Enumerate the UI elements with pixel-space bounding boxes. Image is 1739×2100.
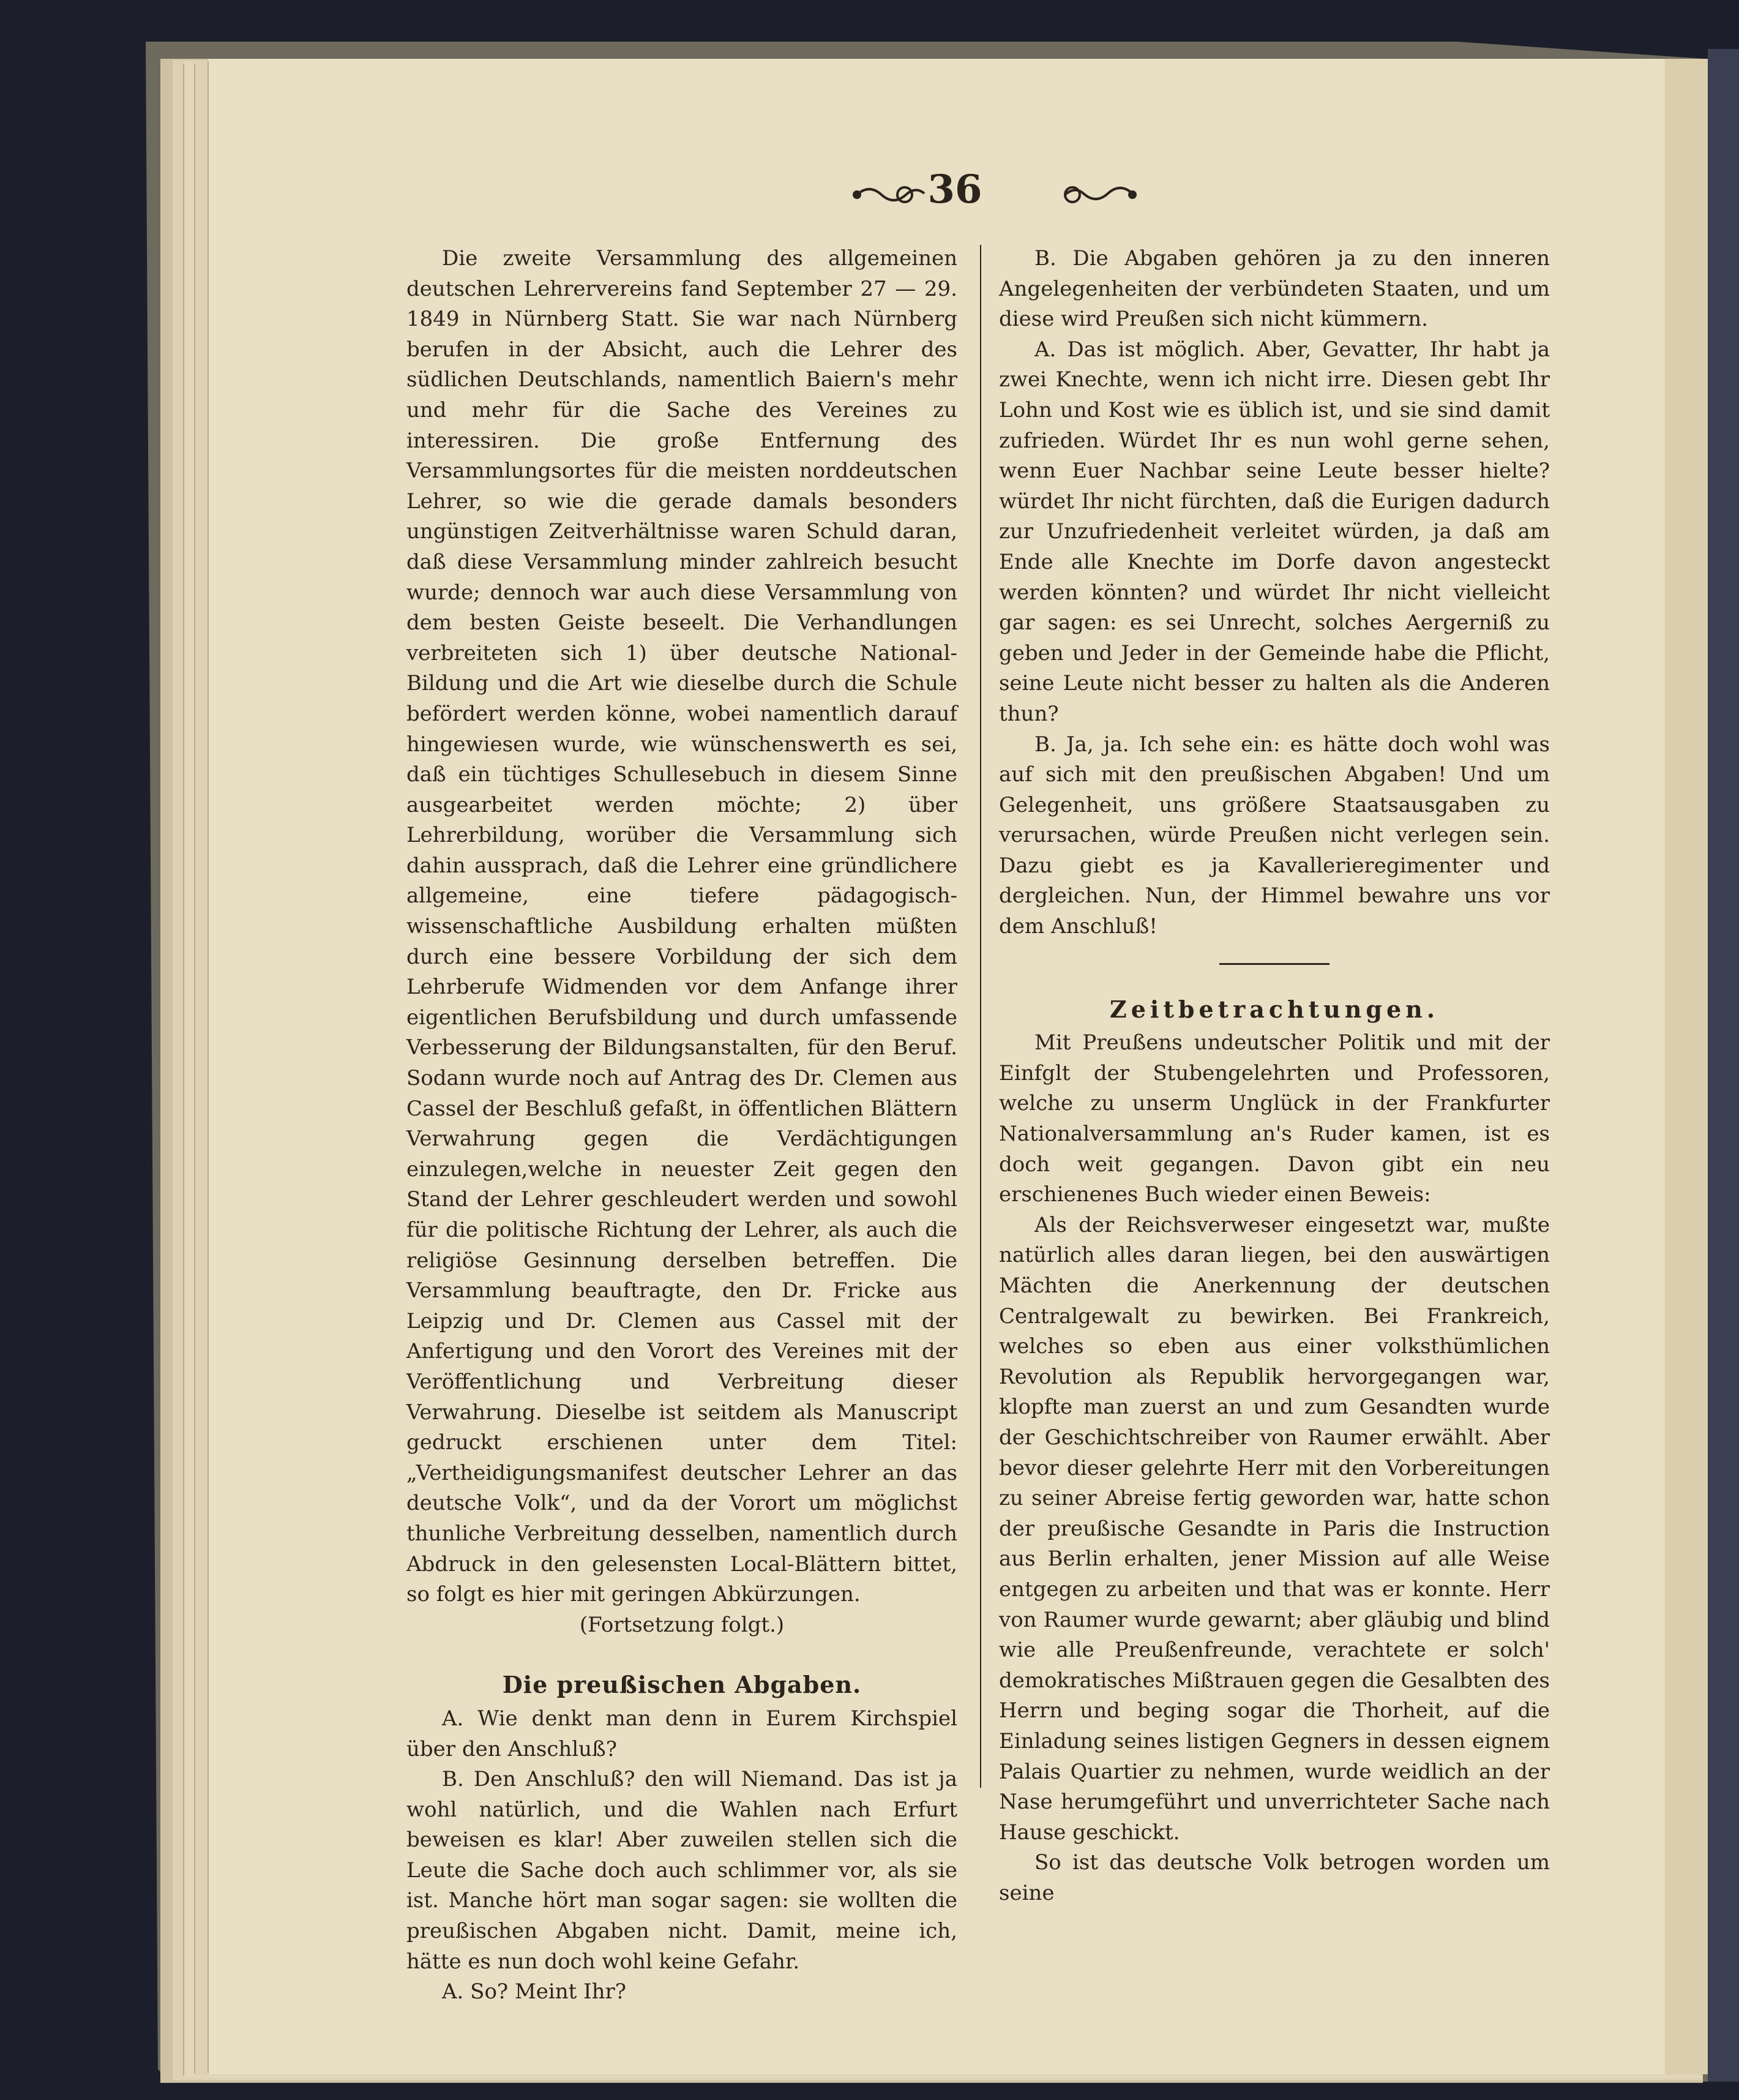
page-number: 36 [927,167,982,212]
dialogue-line: B. Die Abgaben gehören ja zu den inneren Angelegenheiten der verbündeten Staaten, und um diese wird Preußen sich nicht kümmern. [999,246,1550,332]
article-paragraph: Die zweite Versammlung des allgemeinen deutschen Lehrervereins fand September 27 — 29. 1849 in Nürnberg Statt. Sie war nach Nürnberg berufen in der Absicht, auch die Lehrer des südlichen Deutschlands, namentlich Baiern's mehr und mehr für die Sache des Vereines zu interessiren. Die große Entfernung des Versammlungsortes für die meisten norddeutschen Lehrer, so wie die gerade damals besonders ungünstigen Zeitverhältnisse waren Schuld daran, daß diese Versammlung minder zahlreich besucht wurde; dennoch war auch diese Versammlung von dem besten Geiste beseelt. Die Verhandlungen verbreiteten sich 1) über deutsche National-Bildung und die Art wie dieselbe durch die Schule befördert werden könne, wobei namentlich darauf hingewiesen wurde, wie wünschenswerth es sei, daß ein tüchtiges Schullesebuch in diesem Sinne ausgearbeitet werden möchte; 2) über Lehrerbildung, worüber die Versammlung sich dahin aussprach, daß die Lehrer eine gründlichere allgemeine, eine tiefere pädagogisch-wissenschaftliche Ausbildung erhalten müßten durch eine bessere Vorbildung der sich dem Lehrberufe Widmenden vor dem Anfange ihrer eigentlichen Berufsbildung und durch umfassende Verbesserung der Bildungsanstalten, für den Beruf. Sodann wurde noch auf Antrag des Dr. Clemen aus Cassel der Beschluß gefaßt, in öffentlichen Blättern Verwahrung gegen die Verdächtigungen einzulegen,welche in neuester Zeit gegen den Stand der Lehrer geschleudert werden und sowohl für die politische Richtung der Lehrer, als auch die religiöse Gesinnung derselben betreffen. Die Versammlung beauftragte, den Dr. Fricke aus Leipzig und Dr. Clemen aus Cassel mit der Anfertigung und den Vorort des Vereines mit der Veröffentlichung und Verbreitung dieser Verwahrung. Dieselbe ist seitdem als Manuscript gedruckt erschienen unter dem Titel: „Vertheidigungsmanifest deutscher Lehrer an das deutsche Volk“, und da der Vorort um möglichst thunliche Verbreitung desselben, namentlich durch Abdruck in den gelesensten Local-Blättern bittet, so folgt es hier mit geringen Abkürzungen. [406,246,957,1607]
section-divider-rule [1219,963,1329,965]
article-paragraph: So ist das deutsche Volk betrogen worden um seine [999,1850,1550,1905]
dialogue-line: A. So? Meint Ihr? [442,1979,626,2004]
page-gutter-shadow [1665,59,1708,2074]
left-column [406,244,957,2008]
cover-edge-right [1708,49,1739,2082]
article-paragraph: Als der Reichsverweser eingesetzt war, mußte natürlich alles daran liegen, bei den auswärtigen Mächten die Anerkennung der deutschen Centralgewalt zu bewirken. Bei Frankreich, welches so eben aus einer volksthümlichen Revolution als Republik hervorgegangen war, klopfte man zuerst an und zum Gesandten wurde der Geschichtschreiber von Raumer erwählt. Aber bevor dieser gelehrte Herr mit den Vorbereitungen zu seiner Abreise fertig geworden war, hatte schon der preußische Gesandte in Paris die Instruction aus Berlin erhalten, jener Mission auf alle Weise entgegen zu arbeiten und that was er konnte. Herr von Raumer wurde gewarnt; aber gläubig und blind wie alle Preußenfreunde, verachtete er solch' demokratisches Mißtrauen gegen die Gesalbten des Herrn und beging sogar die Thorheit, auf die Einladung seines listigen Gegners in dessen eignem Palais Quartier zu nehmen, wurde weidlich an der Nase herumgeführt und unverrichteter Sache nach Hause geschickt. [999,1212,1550,1845]
dialogue-line: B. Ja, ja. Ich sehe ein: es hätte doch wohl was auf sich mit den preußischen Abgaben! Und um Gelegenheit, uns größere Staatsausgaben zu verursachen, würde Preußen nicht verlegen sein. Dazu giebt es ja Kavallerieregimenter und dergleichen. Nun, der Himmel bewahre uns vor dem Anschluß! [999,732,1550,939]
continuation-note: (Fortsetzung folgt.) [579,1612,785,1637]
section-heading: Zeitbetrachtungen. [1109,995,1440,1023]
article-paragraph: Mit Preußens undeutscher Politik und mit der Einfglt der Stubengelehrten und Professoren, welche zu unserm Unglück in der Frankfurter Nationalversammlung an's Ruder kamen, ist es doch weit gegangen. Davon gibt ein neu erschienenes Buch wieder einen Beweis: [999,1030,1550,1207]
section-heading: Die preußischen Abgaben. [502,1671,862,1699]
right-column [999,244,1550,1908]
dialogue-line: A. Das ist möglich. Aber, Gevatter, Ihr habt ja zwei Knechte, wenn ich nicht irre. Diesen gebt Ihr Lohn und Kost wie es üblich ist, und sie sind damit zufrieden. Würdet Ihr es nun wohl gerne sehen, wenn Euer Nachbar seine Leute besser hielte? würdet Ihr nicht fürchten, daß die Eurigen dadurch zur Unzufriedenheit verleitet würden, ja daß am Ende alle Knechte im Dorfe davon angesteckt werden könnten? und würdet Ihr nicht vielleicht gar sagen: es sei Unrecht, solches Aergerniß zu geben und Jeder in der Gemeinde habe die Pflicht, seine Leute nicht besser zu halten als die Anderen thun? [999,337,1550,726]
dialogue-line: A. Wie denkt man denn in Eurem Kirchspiel über den Anschluß? [406,1706,957,1761]
dialogue-line: B. Den Anschluß? den will Niemand. Das ist ja wohl natürlich, und die Wahlen nach Erfurt beweisen es klar! Aber zuweilen stellen sich die Leute die Sache doch auch schlimmer vor, als sie ist. Manche hört man sogar sagen: sie wollten die preußischen Abgaben nicht. Damit, meine ich, hätte es nun doch wohl keine Gefahr. [406,1767,957,1974]
